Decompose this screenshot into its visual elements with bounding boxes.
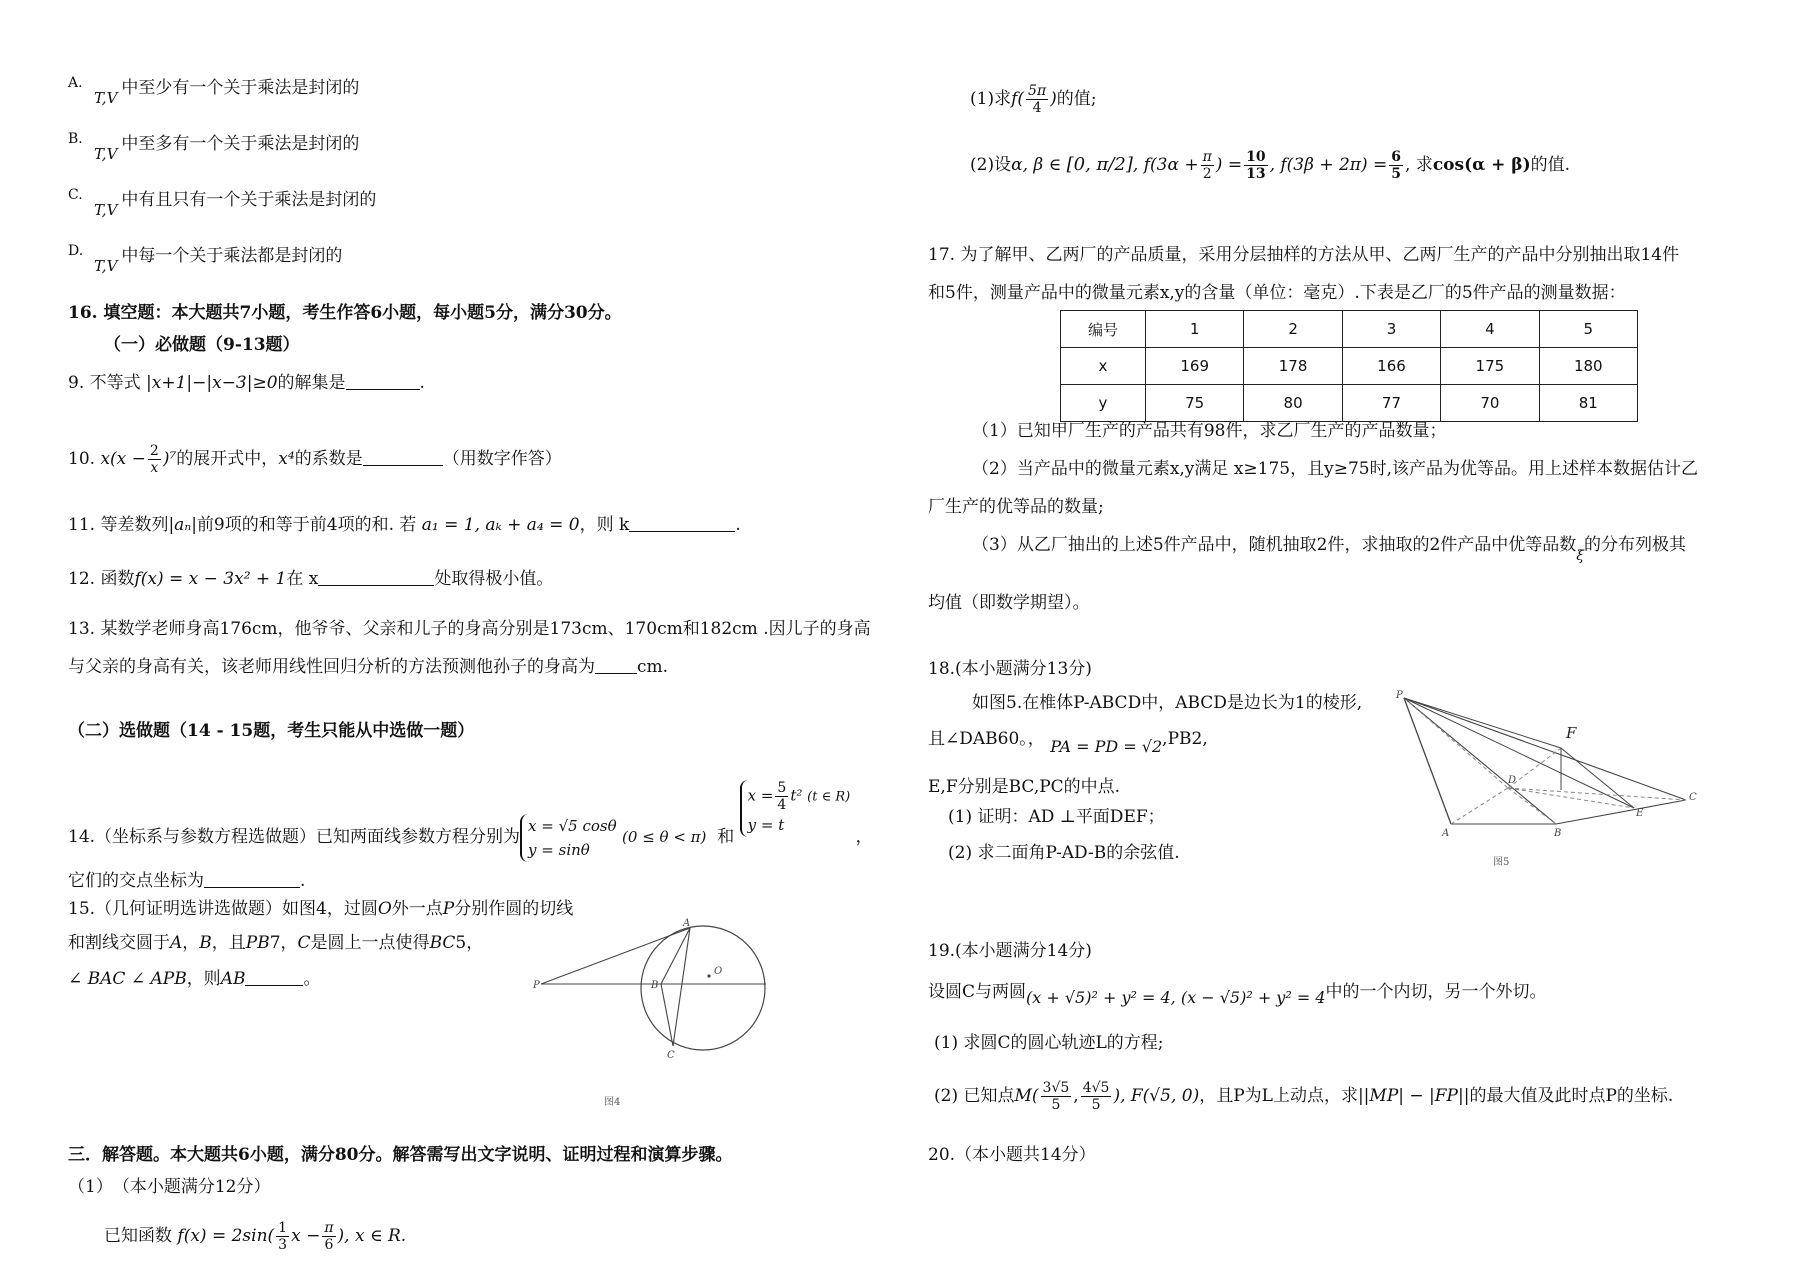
right-column	[928, 0, 1788, 1286]
q10-text-post: 的系数是	[294, 449, 363, 469]
q15-text-2-mid2: 是圆上一点使得	[310, 933, 430, 953]
fraction-denominator: 5	[1051, 1097, 1061, 1113]
q14-condition-2: (t ∈ R)	[807, 789, 851, 805]
fig5-label: C	[1689, 792, 1697, 803]
fraction-numerator: 1	[278, 1220, 288, 1236]
p1-fraction-2	[322, 1220, 335, 1253]
q9-expression: |x+1|−|x−3|≥0	[146, 373, 278, 393]
option-var: T,V	[94, 89, 118, 107]
q10-answer-blank[interactable]	[363, 449, 443, 466]
q19-part2-text: (2) 已知点	[934, 1086, 1015, 1106]
option-var: T,V	[94, 201, 118, 219]
q19-text: 设圆C与两圆	[928, 982, 1027, 1002]
question-14-line-2	[68, 870, 305, 892]
section-16-heading: 16. 填空题：本大题共7小题，考生作答6小题，每小题5分，满分30分。	[68, 303, 622, 323]
q19-part2-mid: ，且P为L上动点，求	[1199, 1086, 1358, 1106]
table-cell: 80	[1244, 385, 1342, 422]
q15-text-2-mid: ，且	[211, 933, 246, 953]
q10-fraction	[148, 443, 161, 476]
p1-part2-fraction-2	[1244, 149, 1267, 182]
q14-system-2	[740, 780, 851, 837]
q17-part-2-line-1: （2）当产品中的微量元素x,y满足 x≥175，且y≥75时,该产品为优等品。用上述样本数据估计乙	[972, 459, 1698, 479]
table-cell: 81	[1539, 385, 1637, 422]
fraction-numerator: 5	[777, 780, 787, 796]
option-c	[68, 184, 376, 221]
q19-point-m: M(	[1014, 1086, 1039, 1106]
table-header-cell: 4	[1441, 311, 1539, 348]
q11-sequence: |aₙ|	[168, 515, 197, 535]
fraction-numerator: 4√5	[1082, 1080, 1110, 1096]
q9-end: .	[419, 373, 425, 393]
p1-part2-ask: , 求	[1405, 155, 1433, 175]
question-18-part-1	[948, 806, 1165, 828]
q15-end: 。	[303, 969, 321, 989]
q18-part1-text: (1) 证明：AD	[948, 807, 1055, 827]
question-13-line-2	[68, 656, 668, 678]
question-18-line-3: E,F分别是BC,PC的中点.	[928, 777, 1121, 797]
question-15-line-2	[68, 932, 483, 954]
q15-ab: AB	[220, 969, 246, 989]
fraction-denominator: 2	[1202, 166, 1212, 182]
q15-five: 5，	[455, 933, 484, 953]
figure-5-caption: 图5	[1493, 857, 1510, 868]
fig4-label: C	[667, 1050, 675, 1061]
q15-comma: ，	[182, 933, 200, 953]
q11-answer-blank[interactable]	[629, 515, 735, 532]
fraction-denominator: 3	[278, 1237, 288, 1253]
q14-system-1-x: x = √5 cosθ	[528, 816, 617, 835]
q14-text: 14.（坐标系与参数方程选做题）已知两面线参数方程分别为	[68, 827, 521, 847]
q19-circles-equation: (x + √5)² + y² = 4, (x − √5)² + y² = 4	[1026, 988, 1326, 1007]
p1-part2-fraction-3	[1389, 149, 1403, 182]
option-text: 中有且只有一个关于乘法是封闭的	[121, 190, 377, 210]
q18-equation: PA = PD = √2	[1050, 737, 1163, 756]
q11-condition: a₁ = 1, aₖ + a₄ = 0	[421, 515, 580, 535]
option-d	[68, 240, 342, 277]
table-cell: x	[1061, 348, 1146, 385]
problem-1-part-1	[970, 80, 1097, 118]
table-cell: 180	[1539, 348, 1637, 385]
question-12	[68, 568, 553, 590]
fraction-numerator: 5π	[1028, 83, 1047, 99]
option-letter: D.	[68, 243, 84, 259]
q17-part-3-line-1	[972, 534, 1686, 567]
q19-text-post: 中的一个内切，另一个外切。	[1325, 982, 1547, 1002]
option-text: 中至多有一个关于乘法是封闭的	[121, 134, 360, 154]
q14-system-1	[520, 814, 617, 862]
q12-text-post: 在 x	[286, 569, 319, 589]
fraction-denominator: 5	[1091, 1097, 1101, 1113]
p1-expression-3: ), x ∈ R.	[337, 1226, 407, 1246]
p1-part2-post: 的值.	[1530, 155, 1571, 175]
table-cell: 77	[1342, 385, 1440, 422]
p1-part2-text: (2)设	[970, 155, 1012, 175]
q15-c: C	[297, 933, 311, 953]
p1-part1-text: (1)求	[970, 89, 1012, 109]
table-cell: 75	[1146, 385, 1244, 422]
option-var: T,V	[94, 145, 118, 163]
question-18-line-2	[928, 728, 1208, 758]
table-cell: 166	[1342, 348, 1440, 385]
q15-o: O	[377, 899, 392, 919]
q19-fraction-1	[1041, 1080, 1072, 1113]
p1-part2-f1: , f(3α +	[1132, 155, 1199, 175]
q12-text: 12. 函数	[68, 569, 135, 589]
p1-expression-2: x −	[291, 1226, 321, 1246]
q18-part1-post: 平面DEF；	[1075, 807, 1165, 827]
q9-answer-blank[interactable]	[346, 373, 420, 390]
q11-text: 11. 等差数列	[68, 515, 169, 535]
p1-part1-f: f(	[1011, 89, 1025, 109]
q10-power: x⁴	[278, 449, 295, 469]
q14-end: .	[300, 871, 306, 891]
fig5-label: P	[1396, 690, 1403, 701]
figure-4-caption: 图4	[604, 1097, 621, 1108]
q10-number: 10.	[68, 449, 96, 469]
table-cell: 175	[1441, 348, 1539, 385]
q14-system-2-y: y = t	[747, 816, 785, 834]
fraction-numerator: 10	[1246, 149, 1266, 165]
q14-system-1-y: y = sinθ	[528, 840, 590, 859]
fig4-label: A	[683, 918, 691, 929]
perpendicular-symbol: ⊥	[1059, 807, 1076, 827]
fraction-denominator: 13	[1246, 166, 1266, 182]
question-18-line-1: 如图5.在椎体P-ABCD中，ABCD是边长为1的棱形,	[972, 693, 1363, 713]
q11-text-post: ，则 k	[579, 515, 630, 535]
q17-data-table	[1060, 310, 1638, 422]
option-text: 中每一个关于乘法都是封闭的	[121, 246, 343, 266]
table-cell: 178	[1244, 348, 1342, 385]
q10-end: （用数字作答）	[442, 449, 562, 469]
fig4-label: P	[533, 980, 540, 991]
p1-part2-interval: [0, π/2]	[1066, 154, 1133, 175]
left-column	[68, 0, 913, 1286]
q15-seven: 7，	[269, 933, 298, 953]
q19-part2-post: 的最大值及此时点P的坐标.	[1469, 1086, 1674, 1106]
table-header-cell: 编号	[1061, 311, 1146, 348]
q15-text-3: ，则	[186, 969, 221, 989]
q10-text: 的展开式中，	[176, 449, 279, 469]
q15-b: B	[199, 933, 212, 953]
fraction-numerator: π	[1202, 149, 1212, 165]
q15-text-mid: 外一点	[391, 899, 443, 919]
fig5-label: D	[1508, 775, 1517, 786]
q13-text: 与父亲的身高有关，该老师用线性回归分析的方法预测他孙子的身高为	[68, 657, 595, 677]
q19-comma: ,	[1073, 1086, 1079, 1106]
q9-text-post: 的解集是	[277, 373, 346, 393]
table-cell: y	[1061, 385, 1146, 422]
option-letter: A.	[68, 75, 83, 91]
q12-answer-blank[interactable]	[318, 569, 434, 586]
q13-answer-blank[interactable]	[595, 657, 637, 674]
q14-condition-1: (0 ≤ θ < π)	[622, 828, 707, 846]
p1-expression: f(x) = 2sin(	[177, 1226, 275, 1246]
option-b	[68, 128, 359, 165]
option-letter: C.	[68, 187, 83, 203]
q14-system-2-t: t²	[790, 786, 803, 805]
p1-text: 已知函数	[104, 1226, 172, 1246]
question-14	[68, 780, 873, 862]
question-10	[68, 442, 562, 476]
fig5-label: B	[1554, 828, 1562, 839]
table-header-row	[1061, 311, 1638, 348]
fig5-label: E	[1636, 808, 1644, 819]
q17-part-3-line-2: 均值（即数学期望）。	[928, 593, 1090, 613]
question-11	[68, 514, 741, 536]
table-cell: 169	[1146, 348, 1244, 385]
question-18-part-2: (2) 求二面角P-AD-B的余弦值.	[948, 843, 1180, 863]
q15-pb: PB	[245, 933, 270, 953]
q15-text: 15.（几何证明选讲选做题）如图4，过圆	[68, 899, 378, 919]
q18-text: 且∠DAB60。，	[928, 729, 1045, 749]
p1-part1-close: )	[1050, 89, 1057, 109]
question-13-line-1: 13. 某数学老师身高176cm，他爷爷、父亲和儿子的身高分别是173cm、170cm和182cm .因儿子的身高	[68, 619, 871, 639]
question-20-heading: 20.（本小题共14分）	[928, 1145, 1096, 1165]
elective-heading: （二）选做题（14 - 15题，考生只能从中选做一题）	[68, 721, 475, 741]
table-cell: 70	[1441, 385, 1539, 422]
q14-system-2-x-label: x =	[747, 786, 774, 805]
question-19-heading: 19.(本小题满分14分)	[928, 941, 1092, 961]
question-19-part-1: (1) 求圆C的圆心轨迹L的方程;	[934, 1033, 1164, 1053]
problem-1-part-2	[970, 146, 1570, 184]
q19-point-f: ), F(√5, 0)	[1113, 1086, 1200, 1106]
p1-part1-fraction	[1026, 83, 1048, 116]
option-var: T,V	[94, 257, 118, 275]
fig5-label: A	[1442, 828, 1450, 839]
table-header-cell: 2	[1244, 311, 1342, 348]
q9-text: 9. 不等式	[68, 373, 141, 393]
fig4-label: O	[714, 966, 723, 977]
q11-end: .	[735, 515, 741, 535]
p1-part2-eq1: ) =	[1215, 155, 1243, 175]
fraction-denominator: 4	[777, 797, 787, 813]
q12-expression: f(x) = x − 3x² + 1	[134, 569, 287, 589]
p1-part2-fraction-1	[1201, 149, 1214, 182]
table-row	[1061, 385, 1638, 422]
q15-text-post: 分别作圆的切线	[454, 899, 574, 919]
fraction-denominator: x	[150, 460, 159, 476]
q17-part-1: （1）已知甲厂生产的产品共有98件，求乙厂生产的产品数量；	[972, 421, 1447, 441]
p1-part1-post: 的值;	[1056, 89, 1097, 109]
fig5-label: F	[1566, 724, 1577, 742]
q15-a: A	[170, 933, 183, 953]
question-19-line-1	[928, 978, 1547, 1012]
question-19-part-2	[934, 1076, 1673, 1116]
q15-answer-blank[interactable]	[245, 969, 303, 986]
question-17-line-2: 和5件，测量产品中的微量元素x,y的含量（单位：毫克）.下表是乙厂的5件产品的测量数据：	[928, 283, 1626, 303]
p1-part2-target: cos(α + β)	[1432, 155, 1531, 175]
table-header-cell: 5	[1539, 311, 1637, 348]
question-15-line-1	[68, 898, 573, 920]
question-18-heading: 18.(本小题满分13分)	[928, 659, 1092, 679]
option-a	[68, 72, 359, 109]
problem-1-function	[104, 1218, 406, 1254]
q15-p: P	[442, 899, 455, 919]
p1-part2-vars: α, β ∈	[1011, 155, 1062, 175]
q17-xi: ξ	[1576, 548, 1584, 564]
q12-end: 处取得极小值。	[434, 569, 554, 589]
q14-and: 和	[717, 827, 735, 847]
q17-part3-text: （3）从乙厂抽出的上述5件产品中，随机抽取2件，求抽取的2件产品中优等品数	[972, 535, 1577, 555]
option-text: 中至少有一个关于乘法是封闭的	[121, 78, 360, 98]
q15-angles: ∠ BAC ∠ APB	[68, 969, 187, 989]
q10-expression-close: )⁷	[162, 449, 177, 469]
p1-fraction-1	[276, 1220, 289, 1253]
option-letter: B.	[68, 131, 83, 147]
fraction-denominator: 4	[1032, 100, 1042, 116]
fig4-label: B	[651, 980, 659, 991]
fraction-numerator: 6	[1391, 149, 1402, 165]
q17-part3-post: 的分布列极其	[1583, 535, 1686, 555]
fraction-denominator: 6	[324, 1237, 334, 1253]
question-9	[68, 372, 425, 394]
q14-answer-blank[interactable]	[204, 871, 300, 888]
fraction-numerator: 3√5	[1042, 1080, 1070, 1096]
q10-expression: x(x −	[100, 449, 146, 469]
q19-expression: ||MP| − |FP||	[1357, 1086, 1470, 1106]
q14-comma: ，	[855, 827, 873, 847]
q15-bc: BC	[429, 933, 456, 953]
fraction-denominator: 5	[1391, 166, 1402, 182]
section-3-heading: 三．解答题。本大题共6小题，满分80分。解答需写出文字说明、证明过程和演算步骤。	[68, 1145, 733, 1165]
table-row	[1061, 348, 1638, 385]
q15-text-2: 和割线交圆于	[68, 933, 170, 953]
fraction-numerator: 2	[149, 443, 159, 459]
problem-1-heading: （1） （本小题满分12分）	[68, 1177, 271, 1197]
question-15-line-3	[68, 968, 320, 990]
table-header-cell: 1	[1146, 311, 1244, 348]
required-heading: （一）必做题（9-13题）	[104, 335, 300, 355]
fraction-numerator: π	[324, 1220, 334, 1236]
q13-unit: cm.	[637, 657, 669, 677]
q17-part-2-line-2: 厂生产的优等品的数量;	[928, 497, 1104, 517]
table-header-cell: 3	[1342, 311, 1440, 348]
q19-fraction-2	[1081, 1080, 1112, 1113]
q11-text-mid: 前9项的和等于前4项的和. 若	[196, 515, 417, 535]
q18-text-post: ,PB2,	[1162, 729, 1208, 749]
question-17-line-1: 17. 为了解甲、乙两厂的产品质量，采用分层抽样的方法从甲、乙两厂生产的产品中分别抽出取14件	[928, 245, 1680, 265]
p1-part2-f2: , f(3β + 2π) =	[1269, 155, 1388, 175]
figure-5-pyramid	[1396, 690, 1726, 860]
q14-text-2: 它们的交点坐标为	[68, 871, 204, 891]
figure-4-circle	[533, 918, 803, 1068]
